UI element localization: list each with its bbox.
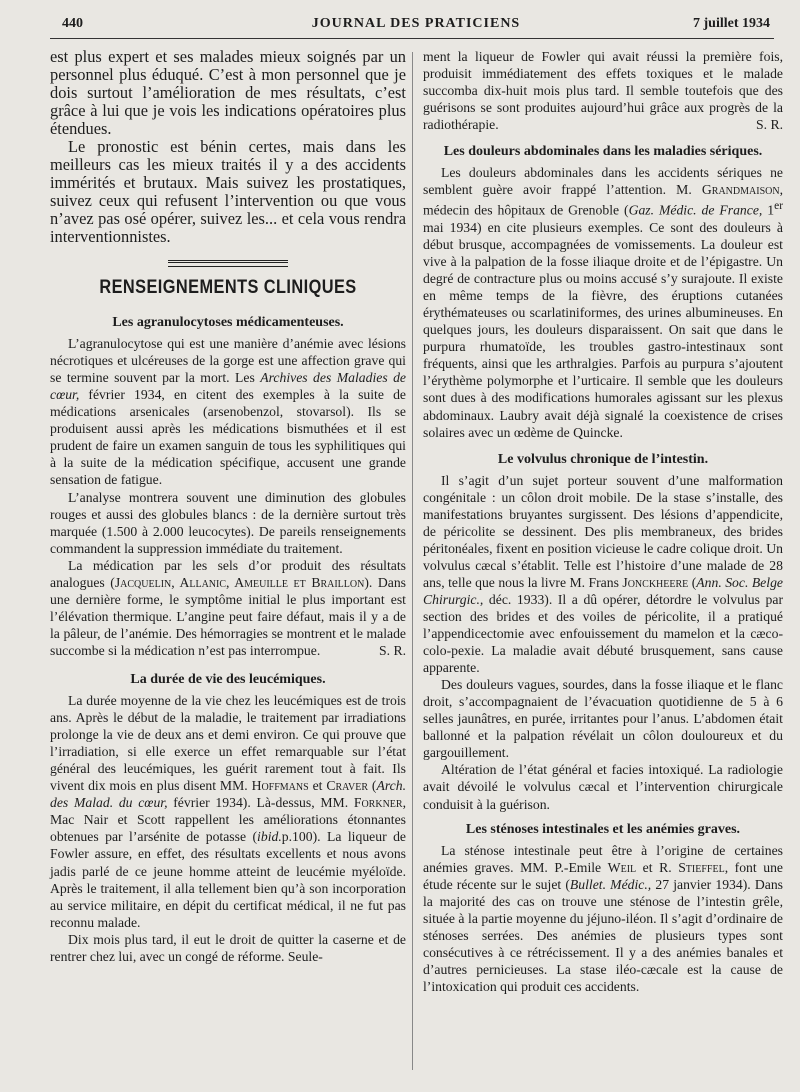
section-title: La durée de vie des leucémiques.: [130, 671, 326, 687]
paragraph: L’agranulocytose qui est une manière d’anémie avec lésions nécrotiques et ulcéreuses de la gorge est une affection grave qui se termine souvent par la mort. Les Archives des Maladies de cœur, février 1934, en citent des exemples à la suite de médications arsenicales (arsenobenzol, stovarsol). Ils se produisent aussi après les médications bismuthées et il est prudent de faire un examen sanguin de tous les syphilitiques qui à la suite de la médication spécifique, accusent une grande sensation de fatigue.: [50, 336, 407, 488]
signature: S. R.: [378, 642, 406, 658]
paragraph: La durée moyenne de la vie chez les leucémiques est de trois ans. Après le début de la maladie, le traitement par irradiations prolonge la vie de deux ans et demi environ. Ce qui prouve que l’irradiation, si elle exerce un effet remarquable sur l’état général des leucémiques, les guérit rarement tout à fait. Ils vivent dix mois en plus disent MM. Hoffmans et Craver (Arch. des Malad. du cœur, février 1934). Là-dessus, MM. Forkner, Mac Nair et Scott rappellent les améliorations étonnantes obtenues par l’arsénite de potasse (ibid.p.100). La liqueur de Fowler assure, en effet, des résultats excellents et nous avons jadis parlé de ce jeune homme atteint de leucémie myéloïde. Après le traitement, il alla tellement bien qu’à son incorporation au service militaire, en dépit du certificat médical, il ne fut pas reconnu malade.: [50, 693, 406, 930]
paragraph: Il s’agit d’un sujet porteur souvent d’une malformation congénitale : un côlon droit mobile. De la stase s’installe, des manifestations bruyantes surgissent. Des lésions d’appendicite, de péricolite se dessinent. Des plis membraneux, des brides péritonéales, fixent en position vicieuse le cadre colique droit. Un volvulus cæcal s’établit. Telle est l’histoire d’une malade de 28 ans, telle que nous la livre M. Frans Jonckheere (Ann. Soc. Belge Chirurgic., déc. 1933). Il a dû opérer, détordre le volvulus par section des brides et des voiles de péricolite, il a pratiqué l’appendicectomie avec enfouissement du mamelon et la cæco-colo-pexie. La maladie avait débuté brusquement, sans cause apparente.: [423, 472, 783, 676]
column-divider: [412, 52, 413, 1070]
right-column: [423, 48, 783, 995]
paragraph: Dix mois plus tard, il eut le droit de quitter la caserne et de rentrer chez lui, avec un congé de réforme. Seule-: [50, 931, 406, 964]
signature: S. R.: [755, 117, 783, 133]
paragraph: Des douleurs vagues, sourdes, dans la fosse iliaque et le flanc droit, s’accompagnaient de l’évacuation quotidienne de 5 à 6 selles jaunâtres, en purée, irritantes pour l’anus. L’abdomen était ballonné et la palpation révélait un côlon douloureux et du gargouillement.: [423, 677, 783, 761]
ornamental-rule: [168, 260, 288, 267]
issue-date: 7 juillet 1934: [693, 16, 770, 31]
paragraph: Les douleurs abdominales dans les accidents sériques ne semblent guère avoir frappé l’attention. M. Grandmaison, médecin des hôpitaux de Grenoble (Gaz. Médic. de France, 1er mai 1934) en cite plusieurs exemples. Ce sont des douleurs à début brusque, accompagnées de vomissements. La douleur est vive à la palpation de la fosse iliaque droite et de l’épigastre. Un degré de contracture plus ou moins accusé s’y surajoute. Il existe en même temps de la fièvre, des éruptions cutanées érythémateuses ou scarlatiniformes, des urines albumineuses. En quelques jours, les douleurs disparaissent. On sait que dans le purpura rhumatoïde, les troubles gastro-intestinaux sont fréquents, ainsi que les arthralgies. Parfois au purpura s’ajoutent l’érythème polymorphe et l’urticaire. Il semble que les douleurs sont dues à des modifications humorales agissant sur les plexus abdominaux. Laubry avait déjà signalé la coexistence de crises solaires avec un œdème de Quincke.: [423, 165, 783, 440]
paragraph: L’analyse montrera souvent une diminution des globules rouges et aussi des globules blancs : de la dernière surtout très marquée (1.500 à 2.000 leucocytes). De pareils renseignements commandent la suppression immédiate du traitement.: [50, 489, 406, 556]
paragraph: ment la liqueur de Fowler qui avait réussi la première fois, produisit immédiatement des effets toxiques et le malade succomba dix-huit mois plus tard. Il semble toutefois que des guérisons se sont produites aujourd’hui grâce aux progrès de la radiothérapie. S. R.: [423, 49, 783, 133]
rubric-heading: RENSEIGNEMENTS CLINIQUES: [99, 277, 357, 298]
section-title: Les agranulocytoses médicamenteuses.: [112, 315, 344, 331]
paragraph: Altération de l’état général et facies intoxiqué. La radiologie avait dévoilé le volvulus cæcal et l’intervention chirurgicale conduisit à la guérison.: [423, 762, 783, 812]
running-head: [62, 12, 770, 34]
section-title: Les douleurs abdominales dans les maladies sériques.: [443, 144, 763, 160]
paragraph: est plus expert et ses malades mieux soignés par un personnel plus éduqué. C’est à mon personnel que je dois surtout l’amélioration de mes résultats, c’est grâce à lui que je vois les indications opératoires plus étendues.: [50, 47, 406, 138]
header-rule: [50, 38, 774, 39]
left-column: [50, 48, 406, 965]
paragraph: La médication par les sels d’or produit des résultats analogues (Jacquelin, Allanic, Ameuille et Braillon). Dans une dernière forme, le symptôme initial le plus important est l’élévation thermique. L’angine peut faire défaut, mais il y a de la pâleur, de l’anémie. Des hémorragies se montrent et le malade succombe si la médication n’est pas interrompue. S. R.: [50, 557, 406, 658]
page-number: 440: [62, 16, 83, 31]
paragraph: Le pronostic est bénin certes, mais dans les meilleurs cas les mieux traités il y a des accidents immérités et brutaux. Mais suivez les prostatiques, suivez ceux qui refusent l’intervention ou que vous n’avez pas osé opérer, suivez les... et cela vous rendra interventionnistes.: [50, 137, 406, 246]
section-title: Les sténoses intestinales et les anémies graves.: [465, 821, 741, 837]
section-title: Le volvulus chronique de l’intestin.: [497, 451, 709, 467]
journal-title: JOURNAL DES PRATICIENS: [311, 16, 521, 31]
paragraph: La sténose intestinale peut être à l’origine de certaines anémies graves. MM. P.-Emile Weil et R. Stieffel, font une étude récente sur le sujet (Bullet. Médic., 27 janvier 1934). Dans la majorité des cas on trouve une sténose de l’intestin grêle, située à la partie moyenne du jéjuno-iléon. Il s’agit d’ordinaire de sténoses serrées. Des anémies de plusieurs types sont consécutives à ce rétrécissement. Il y a des anémies banales et d’autres pernicieuses. La stase iléo-cæcale est la cause de l’intoxication qui produit ces accidents.: [423, 842, 783, 994]
